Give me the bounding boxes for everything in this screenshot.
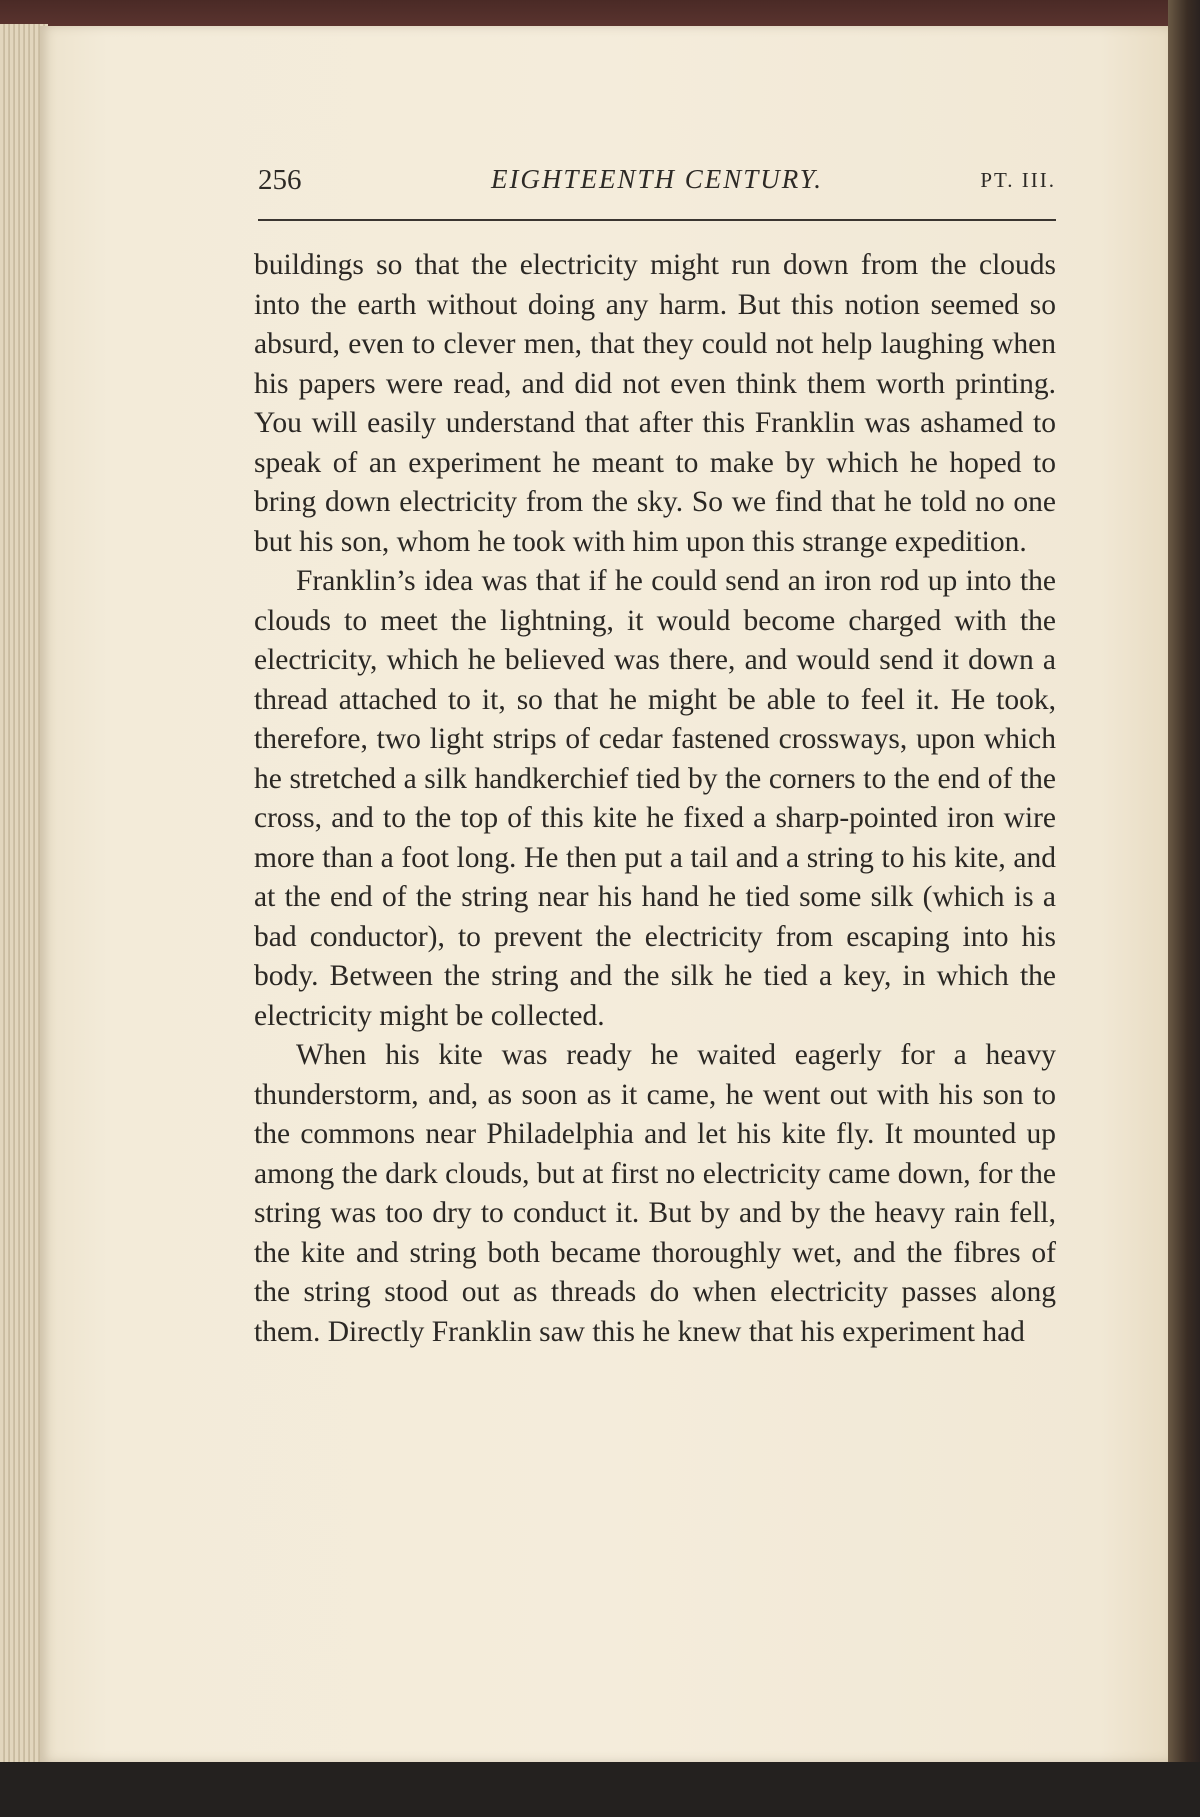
paragraph-3: When his kite was ready he waited eagerly for a heavy thunderstorm, and, as soon as it came, he went out with his son to the commons near Philadelphia and let his kite fly. It mounted up among the dark clouds, but at first no electricity came down, for the string was too dry to conduct it. But by and by the heavy rain fell, the kite and string both became thoroughly wet, and the fibres of the string stood out as threads do when electricity passes along them. Directly Franklin saw this he knew that his experiment had xyxy=(254,1039,1056,1348)
book-cover-bottom-edge xyxy=(0,1762,1200,1817)
body-text xyxy=(254,246,1056,1352)
part-label: PT. III. xyxy=(980,168,1056,192)
running-title: EIGHTEENTH CENTURY. xyxy=(490,164,824,194)
header-rule xyxy=(258,219,1056,221)
paragraph-1: buildings so that the electricity might run down from the clouds into the earth without doing any harm. But this notion seemed so absurd, even to clever men, that they could not help laughing when his papers were read, and did not even think them worth printing. You will easily understand that after this Franklin was ashamed to speak of an experiment he meant to make by which he hoped to bring down electricity from the sky. So we find that he told no one but his son, whom he took with him upon this strange expedition. xyxy=(254,249,1056,558)
book-gutter xyxy=(1168,0,1200,1817)
running-header xyxy=(258,164,1056,204)
page-number: 256 xyxy=(258,164,302,196)
paragraph-2: Franklin’s idea was that if he could send an iron rod up into the clouds to meet the lightning, it would become charged with the electricity, which he believed was there, and would send it down a thread attached to it, so that he might be able to feel it. He took, therefore, two light strips of cedar fastened crossways, upon which he stretched a silk handkerchief tied by the corners to the end of the cross, and to the top of this kite he fixed a sharp-pointed iron wire more than a foot long. He then put a tail and a string to his kite, and at the end of the string near his hand he tied some silk (which is a bad conductor), to prevent the electricity from escaping into his body. Between the string and the silk he tied a key, in which the electricity might be collected. xyxy=(254,565,1056,1032)
